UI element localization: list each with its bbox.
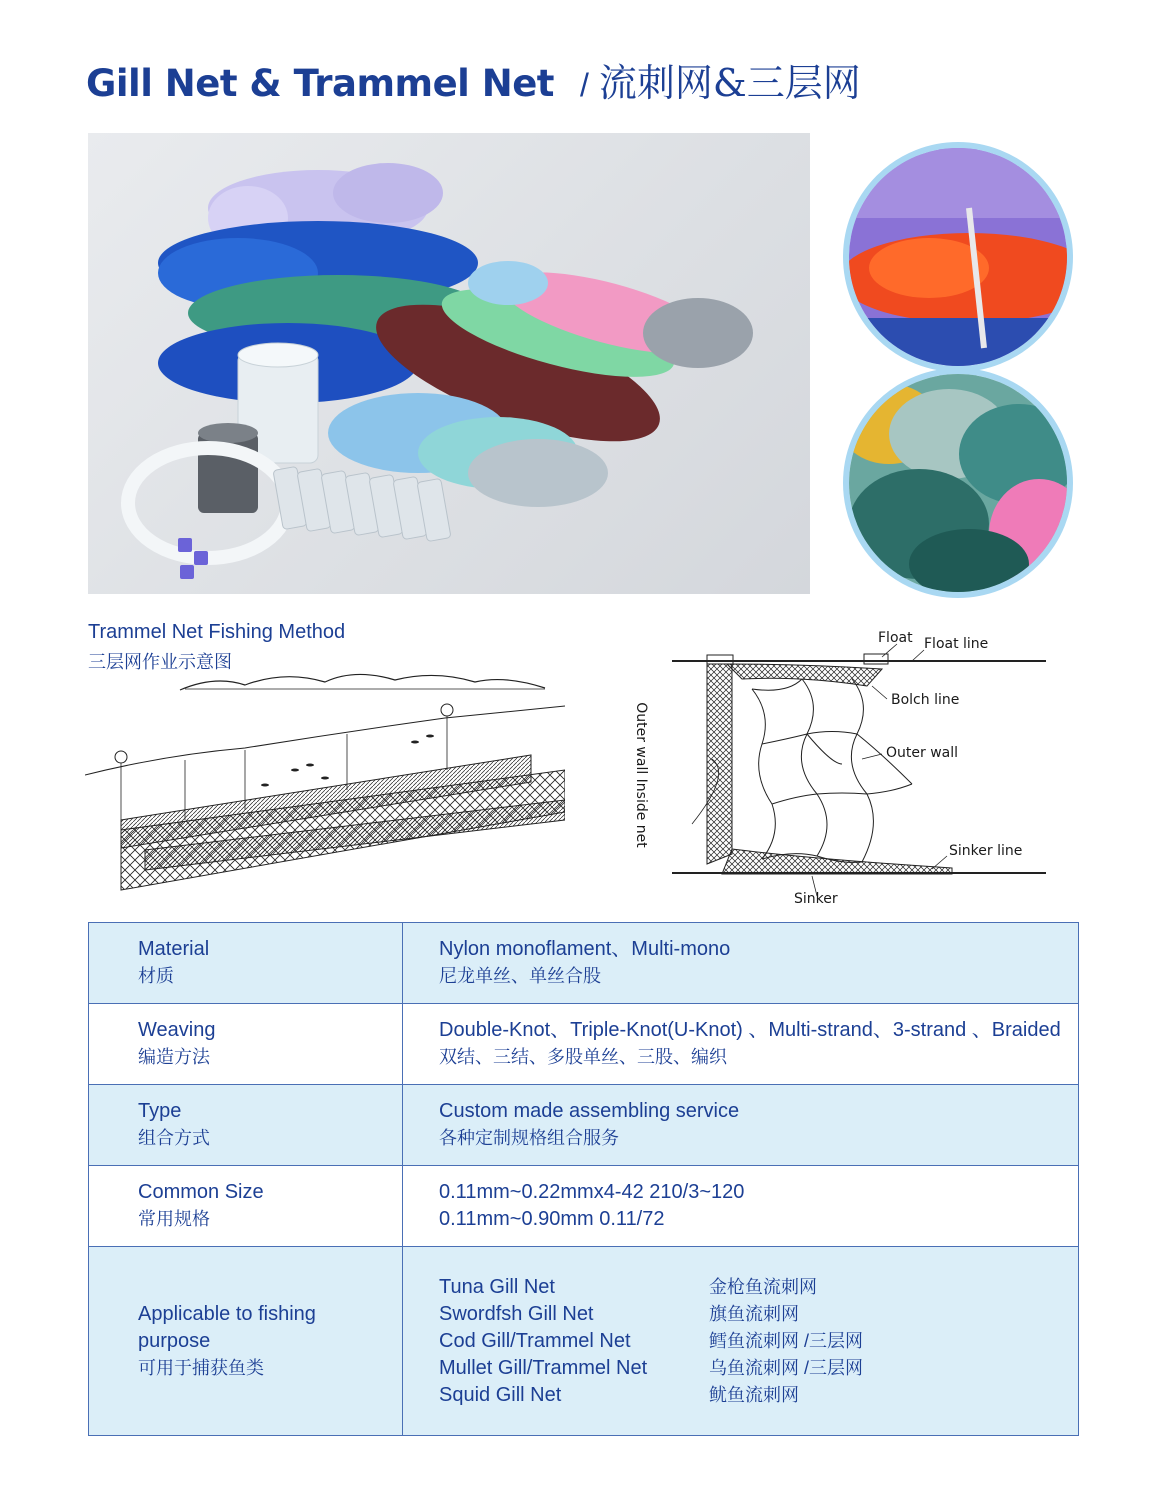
spec-value-en: Double-Knot、Triple-Knot(U-Knot) 、Multi-strand、3-strand 、Braided	[439, 1019, 1061, 1041]
label-outer-wall: Outer wall	[886, 745, 959, 761]
label-sinker: Sinker	[794, 891, 838, 907]
spec-value-cell	[403, 1166, 1079, 1247]
fish-zh: 旗鱼流刺网	[709, 1303, 799, 1324]
spec-label-zh: 常用规格	[138, 1209, 210, 1229]
fish-zh: 金枪鱼流刺网	[709, 1276, 817, 1297]
fish-en: Mullet Gill/Trammel Net	[439, 1356, 648, 1379]
fish-zh: 乌鱼流刺网 /三层网	[709, 1357, 864, 1378]
table-row	[89, 1004, 1079, 1085]
label-bolch-line: Bolch line	[891, 692, 960, 708]
table-row	[89, 923, 1079, 1004]
spec-label-cell	[89, 1247, 403, 1436]
spec-label-cell	[89, 1166, 403, 1247]
spec-table	[88, 922, 1079, 1436]
spec-label-zh: 编造方法	[138, 1047, 210, 1067]
spec-value-zh: 尼龙单丝、单丝合股	[439, 966, 601, 986]
product-photo	[88, 133, 810, 594]
title-separator: /	[579, 67, 589, 103]
detail-photo-2	[843, 368, 1073, 598]
spec-value-cell	[403, 1004, 1079, 1085]
spec-value-zh: 各种定制规格组合服务	[439, 1128, 619, 1148]
label-float: Float	[878, 630, 913, 646]
spec-label-en: Type	[138, 1100, 182, 1122]
fish-zh: 鱿鱼流刺网	[709, 1384, 799, 1405]
spec-label-cell	[89, 1004, 403, 1085]
label-sinker-line: Sinker line	[949, 843, 1023, 859]
label-float-line: Float line	[924, 636, 989, 652]
detail-photo-1	[843, 142, 1073, 372]
title-en: Gill Net & Trammel Net	[86, 62, 554, 105]
spec-label-cell	[89, 1085, 403, 1166]
applicable-label-zh: 可用于捕获鱼类	[138, 1357, 264, 1378]
spec-label-en: Weaving	[138, 1019, 216, 1041]
page-title	[86, 52, 861, 112]
fish-en: Tuna Gill Net	[439, 1275, 555, 1298]
spec-value-en: Nylon monoflament、Multi-mono	[439, 938, 731, 960]
spec-label-en: Material	[138, 938, 210, 960]
label-side: Outer wall Inside net	[632, 702, 649, 848]
method-title-en: Trammel Net Fishing Method	[88, 621, 346, 643]
table-row	[89, 1085, 1079, 1166]
spec-label-zh: 组合方式	[138, 1128, 210, 1148]
spec-value-cell	[403, 1085, 1079, 1166]
spec-label-zh: 材质	[138, 966, 174, 986]
fish-en: Squid Gill Net	[439, 1383, 562, 1406]
spec-value-cell	[403, 923, 1079, 1004]
title-zh: 流刺网&三层网	[598, 61, 861, 105]
fish-en: Cod Gill/Trammel Net	[439, 1329, 631, 1352]
spec-value-zh: 双结、三结、多股单丝、三股、编织	[439, 1047, 727, 1067]
fish-en: Swordfsh Gill Net	[439, 1302, 594, 1325]
spec-label-en: Common Size	[138, 1181, 264, 1203]
fish-list	[439, 1274, 1078, 1409]
spec-value-en: Custom made assembling service	[439, 1100, 740, 1122]
spec-value-cell	[403, 1247, 1079, 1436]
spec-value-en-2: 0.11mm~0.90mm 0.11/72	[439, 1208, 665, 1230]
net-structure-diagram	[612, 624, 1058, 914]
trammel-net-illustration	[85, 670, 565, 902]
applicable-label-en-2: purpose	[138, 1329, 211, 1352]
table-row	[89, 1247, 1079, 1436]
spec-label-cell	[89, 923, 403, 1004]
method-title-zh: 三层网作业示意图	[88, 652, 232, 672]
spec-value-en: 0.11mm~0.22mmx4-42 210/3~120	[439, 1181, 745, 1203]
fish-zh: 鳕鱼流刺网 /三层网	[709, 1330, 864, 1351]
applicable-label-en-1: Applicable to fishing	[138, 1302, 316, 1325]
table-row	[89, 1166, 1079, 1247]
